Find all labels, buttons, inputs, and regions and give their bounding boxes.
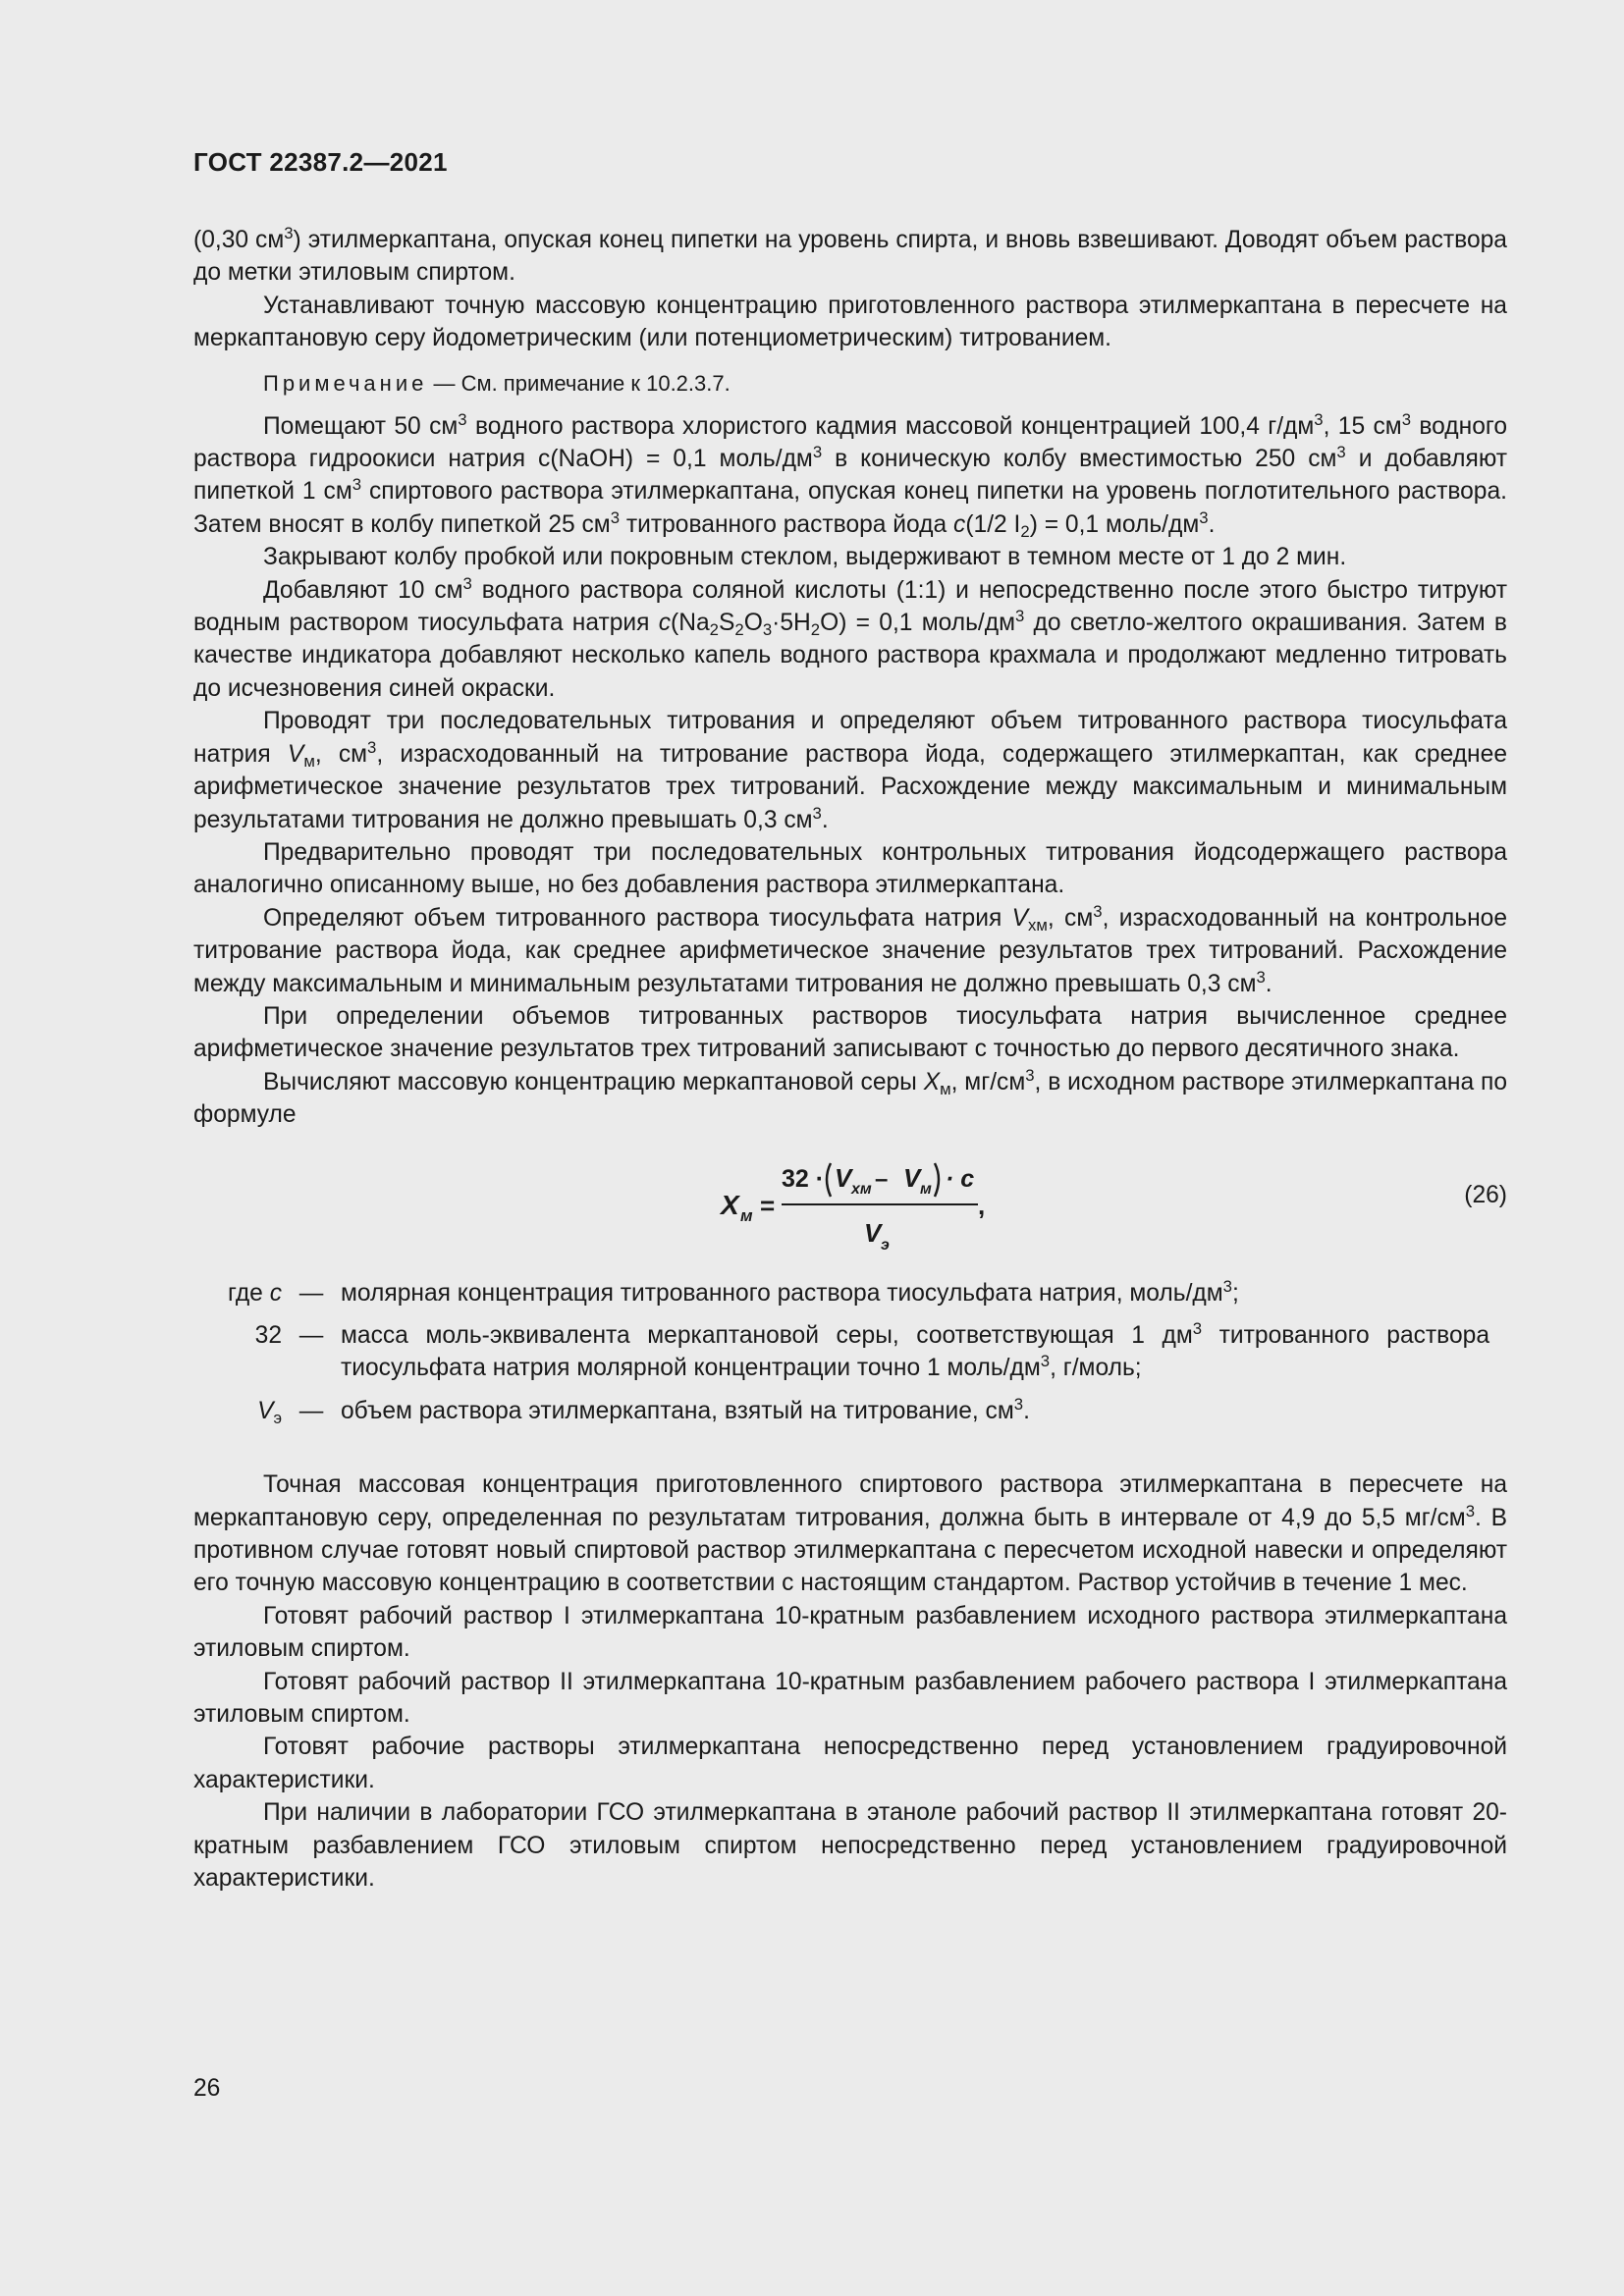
definition-symbol: где c bbox=[227, 1279, 282, 1307]
formula-c: · c bbox=[946, 1164, 975, 1193]
formula-v2: V bbox=[903, 1162, 921, 1193]
formula-coefficient: 32 · bbox=[782, 1164, 825, 1193]
equation-number: (26) bbox=[1464, 1181, 1507, 1208]
formula-v1-sub: хм bbox=[851, 1180, 872, 1198]
definition-text: объем раствора этилмеркаптана, взятый на титрование, $см^3$. bbox=[341, 1394, 1030, 1424]
paragraph: Готовят рабочие растворы этилмеркаптана непосредственно перед установлением градуировочной характеристики. bbox=[193, 1734, 1507, 1793]
definition-item: $V_э$ — объем раствора этилмеркаптана, взятый на титрование, $см^3$. bbox=[193, 1395, 1507, 1427]
paragraph: Вычисляют массовую концентрацию меркаптановой серы $X_м$, $мг/см^3$, в исходном растворе этилмеркаптана по формуле bbox=[193, 1065, 1508, 1129]
paragraph: При определении объемов титрованных растворов тиосульфата натрия вычисленное среднее арифметическое значение результатов трех титрований записывают с точностью до первого десятичного знака. bbox=[193, 1002, 1507, 1063]
standard-header: ГОСТ 22387.2—2021 bbox=[193, 147, 448, 177]
formula-lhs-sub: м bbox=[740, 1205, 753, 1225]
definition-text: молярная концентрация титрованного раствора тиосульфата натрия, моль/$дм^3$; bbox=[341, 1276, 1239, 1307]
note-text: — См. примечание к 10.2.3.7. bbox=[427, 370, 731, 396]
note bbox=[193, 369, 1507, 399]
formula-denominator: V bbox=[864, 1217, 882, 1248]
page-number: 26 bbox=[193, 2075, 221, 2102]
definition-text: масса моль-эквивалента меркаптановой серы, соответствующая 1 $дм^3$ титрованного раствора тиосульфата натрия молярной концентрации точно 1 моль/$дм^3$, г/моль; bbox=[341, 1318, 1490, 1382]
formula-v2-sub: м bbox=[920, 1180, 932, 1198]
definitions-list bbox=[193, 1277, 1507, 1428]
paragraph: При наличии в лаборатории ГСО этилмеркаптана в этаноле рабочий раствор II этилмеркаптана готовят 20-кратным разбавлением ГСО этиловым спиртом непосредственно перед установлением градуировочной характеристики. bbox=[193, 1799, 1507, 1893]
paragraph: (0,30 $см^3$) этилмеркаптана, опуская конец пипетки на уровень спирта, и вновь взвешивают. Доводят объем раствора до метки этиловым спиртом. bbox=[193, 223, 1507, 287]
formula-v1: V bbox=[835, 1162, 852, 1193]
close-paren bbox=[935, 1163, 939, 1197]
formula-comma: , bbox=[978, 1190, 986, 1220]
body-text bbox=[193, 224, 1507, 1895]
paragraph: Готовят рабочий раствор II этилмеркаптана 10-кратным разбавлением рабочего раствора I этилмеркаптана этиловым спиртом. bbox=[193, 1668, 1507, 1729]
formula-block bbox=[193, 1149, 1507, 1257]
paragraph: Помещают 50 $см^3$ водного раствора хлористого кадмия массовой концентрацией 100,4 $г/дм^3$, 15 $см^3$ водного раствора гидроокиси натрия c(NaOH) = 0,1 моль/$дм^3$ в коническую колбу вместимостью 250 $см^3$ и добавляют пипеткой 1 $см^3$ спиртового раствора этилмеркаптана, опуская конец пипетки на уровень поглотительного раствора. Затем вносят в колбу пипеткой 25 $см^3$ титрованного раствора йода c(1/2 $I_2) = 0,1$ моль/$дм^3$. bbox=[193, 409, 1508, 541]
formula-den-sub: э bbox=[881, 1236, 890, 1254]
definition-symbol: 32 bbox=[254, 1321, 282, 1349]
paragraph: Добавляют 10 $см^3$ водного раствора соляной кислоты (1:1) и непосредственно после этого быстро титруют водным раствором тиосульфата натрия $c(Na_2S_2O_3\cdot 5H_2O) = 0,1$ моль/$дм^3$ до светло-желтого окрашивания. Затем в качестве индикатора добавляют несколько капель водного раствора крахмала и продолжают медленно титровать до исчезновения синей окраски. bbox=[193, 573, 1508, 702]
formula bbox=[721, 1149, 996, 1257]
formula-svg bbox=[721, 1149, 996, 1257]
paragraph: Точная массовая концентрация приготовленного спиртового раствора этилмеркаптана в пересчете на меркаптановую серу, определенная по результатам титрования, должна быть в интервале от 4,9 до 5,5 $мг/см^3$. В противном случае готовят новый спиртовой раствор этилмеркаптана с пересчетом исходной навески и определяют его точную массовую концентрацию в соответствии с настоящим стандартом. Раствор устойчив в течение 1 мес. bbox=[193, 1471, 1507, 1597]
paragraph: Проводят три последовательных титрования и определяют объем титрованного раствора тиосульфата натрия $V_м$, $см^3$, израсходованный на титрование раствора йода, содержащего этилмеркаптан, как среднее арифметическое значение результатов трех титрований. Расхождение между максимальным и минимальным результатами титрования не должно превышать 0,3 $см^3$. bbox=[193, 708, 1507, 833]
formula-lhs: X bbox=[721, 1189, 739, 1220]
paragraph: Предварительно проводят три последовательных контрольных титрования йодсодержащего раствора аналогично описанному выше, но без добавления раствора этилмеркаптана. bbox=[193, 838, 1507, 899]
formula-equals: = bbox=[760, 1190, 776, 1220]
open-paren bbox=[827, 1163, 831, 1197]
paragraph: Готовят рабочий раствор I этилмеркаптана 10-кратным разбавлением исходного раствора этилмеркаптана этиловым спиртом. bbox=[193, 1602, 1507, 1663]
definition-symbol: $V_э$ bbox=[257, 1397, 282, 1427]
formula-minus: – bbox=[875, 1165, 889, 1193]
paragraph: Устанавливают точную массовую концентрацию приготовленного раствора этилмеркаптана в пересчете на меркаптановую серу йодометрическим (или потенциометрическим) титрованием. bbox=[193, 292, 1507, 352]
definition-item: где c — молярная концентрация титрованного раствора тиосульфата натрия, моль/$дм^3$; bbox=[193, 1277, 1507, 1309]
paragraph: Определяют объем титрованного раствора тиосульфата натрия $V_{хм}$, $см^3$, израсходованный на контрольное титрование раствора йода, как среднее арифметическое значение результатов трех титрований. Расхождение между максимальным и минимальным результатами титрования не должно превышать 0,3 $см^3$. bbox=[193, 901, 1508, 997]
definition-item: 32 — масса моль-эквивалента меркаптановой серы, соответствующая 1 $дм^3$ титрованного раствора тиосульфата натрия молярной концентрации точно 1 моль/$дм^3$, г/моль; bbox=[193, 1319, 1507, 1385]
note-label: Примечание bbox=[263, 370, 428, 396]
paragraph: Закрывают колбу пробкой или покровным стеклом, выдерживают в темном месте от 1 до 2 мин. bbox=[263, 544, 1347, 571]
